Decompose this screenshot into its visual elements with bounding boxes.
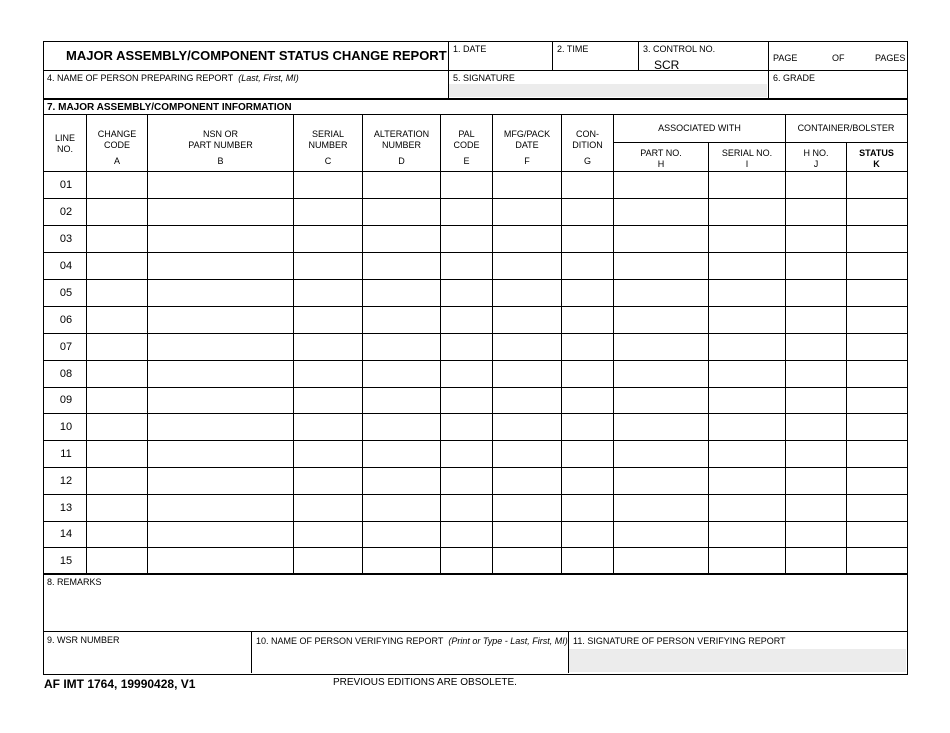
row-number: 09 <box>59 394 73 406</box>
pages-label: PAGES <box>875 53 906 63</box>
col-head-alteration: ALTERATION NUMBER D <box>373 129 430 166</box>
grade-label: 6. GRADE <box>773 73 816 83</box>
col-head-condition: CON- DITION G <box>572 129 603 166</box>
verifier-name-field[interactable] <box>252 648 567 672</box>
grade-field[interactable] <box>769 84 906 97</box>
row-number: 07 <box>59 341 73 353</box>
wsr-number-label: 9. WSR NUMBER <box>47 635 120 645</box>
table-entry-area[interactable] <box>87 172 906 573</box>
verifier-signature-field[interactable] <box>569 649 906 672</box>
row-number: 03 <box>59 233 73 245</box>
date-label: 1. DATE <box>453 44 487 54</box>
row-number: 08 <box>59 368 73 380</box>
date-field[interactable] <box>449 56 551 69</box>
signature-field[interactable] <box>449 84 767 97</box>
wsr-number-field[interactable] <box>44 648 250 672</box>
obsolete-notice: PREVIOUS EDITIONS ARE OBSOLETE. <box>333 677 517 688</box>
associated-with-header: ASSOCIATED WITH <box>658 123 741 133</box>
row-number: 12 <box>59 475 73 487</box>
col-head-part-no: PART NO. H <box>640 148 682 169</box>
signature-label: 5. SIGNATURE <box>453 73 515 83</box>
row-number: 01 <box>59 179 73 191</box>
form-id: AF IMT 1764, 19990428, V1 <box>44 677 196 691</box>
preparer-name-label: 4. NAME OF PERSON PREPARING REPORT (Last, First, MI) <box>47 73 299 83</box>
of-label: OF <box>832 53 845 63</box>
page-label: PAGE <box>773 53 798 63</box>
page-total-field[interactable] <box>848 52 873 65</box>
remarks-field[interactable] <box>44 590 906 630</box>
col-head-change-code: CHANGE CODE A <box>97 129 137 166</box>
verifier-signature-label: 11. SIGNATURE OF PERSON VERIFYING REPORT <box>573 636 786 646</box>
col-head-status: STATUS K <box>859 148 894 169</box>
time-label: 2. TIME <box>557 44 589 54</box>
row-number: 02 <box>59 206 73 218</box>
row-number: 15 <box>59 555 73 567</box>
col-head-mfg-date: MFG/PACK DATE F <box>503 129 551 166</box>
row-number: 10 <box>59 421 73 433</box>
col-head-line-no: LINE NO. <box>54 133 75 154</box>
form-title: MAJOR ASSEMBLY/COMPONENT STATUS CHANGE REPORT <box>66 48 447 63</box>
col-head-pal-code: PAL CODE E <box>453 129 480 166</box>
row-number: 11 <box>60 448 72 460</box>
container-bolster-header: CONTAINER/BOLSTER <box>797 123 895 133</box>
col-head-serial-number: SERIAL NUMBER C <box>308 129 348 166</box>
col-head-h-no: H NO. J <box>803 148 829 169</box>
time-field[interactable] <box>553 56 637 69</box>
page-number-field[interactable] <box>800 52 828 65</box>
row-number: 05 <box>59 287 73 299</box>
section-7-title: 7. MAJOR ASSEMBLY/COMPONENT INFORMATION <box>47 102 292 113</box>
col-head-nsn: NSN OR PART NUMBER B <box>188 129 253 166</box>
row-number: 14 <box>59 528 73 540</box>
row-number: 13 <box>59 502 73 514</box>
control-no-label: 3. CONTROL NO. <box>643 44 716 54</box>
row-number: 04 <box>59 260 73 272</box>
remarks-label: 8. REMARKS <box>47 577 102 587</box>
row-number: 06 <box>59 314 73 326</box>
control-no-value[interactable]: SCR <box>654 58 680 72</box>
verifier-name-label: 10. NAME OF PERSON VERIFYING REPORT (Print or Type - Last, First, MI) <box>256 636 568 646</box>
col-head-serial-no: SERIAL NO. I <box>721 148 773 169</box>
preparer-name-field[interactable] <box>44 84 447 97</box>
